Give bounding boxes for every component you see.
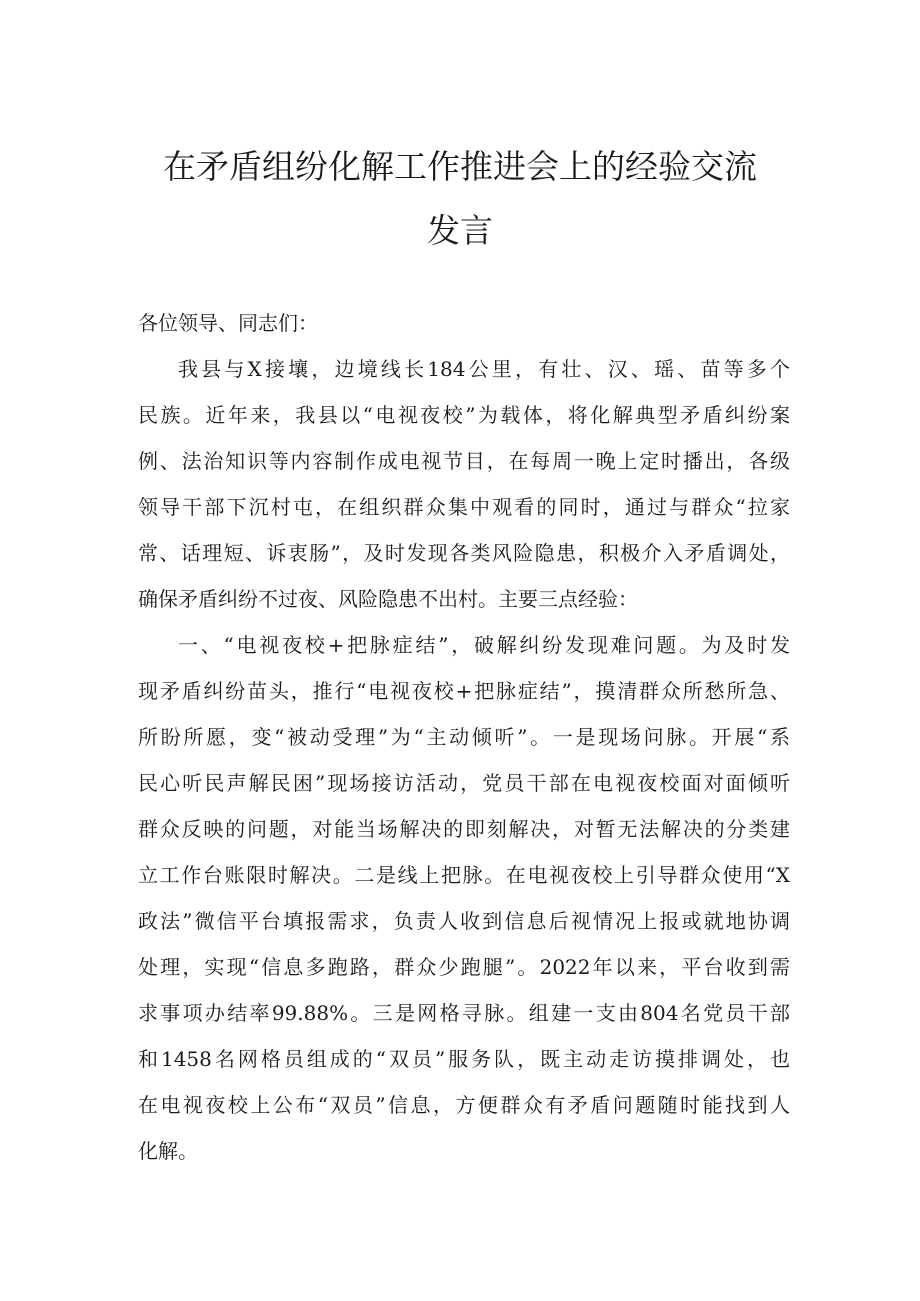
document-body — [138, 300, 790, 1174]
document-title-line-2: 发言 — [427, 211, 493, 250]
body-line: 常、话理短、诉衷肠”，及时发现各类风险隐患，积极介入矛盾调处， — [138, 541, 790, 565]
body-line: 一、“电视夜校+把脉症结”，破解纠纷发现难问题。为及时发 — [178, 633, 790, 657]
document-title-line-1: 在矛盾组纷化解工作推进会上的经验交流 — [163, 147, 757, 186]
body-line: 立工作台账限时解决。二是线上把脉。在电视夜校上引导群众使用“X — [138, 863, 790, 887]
body-line: 确保矛盾纠纷不过夜、风险隐患不出村。主要三点经验： — [138, 587, 638, 611]
body-line: 化解。 — [138, 1139, 198, 1163]
body-line: 民心听民声解民困”现场接访活动，党员干部在电视夜校面对面倾听 — [138, 771, 790, 795]
body-line: 在电视夜校上公布“双员”信息，方便群众有矛盾问题随时能找到人 — [138, 1093, 790, 1117]
body-line: 领导干部下沉村屯，在组织群众集中观看的同时，通过与群众“拉家 — [138, 495, 790, 519]
body-line: 求事项办结率99.88%。三是网格寻脉。组建一支由804名党员干部 — [138, 1001, 790, 1025]
body-line: 和1458名网格员组成的“双员”服务队，既主动走访摸排调处，也 — [138, 1047, 790, 1071]
body-line: 民族。近年来，我县以“电视夜校”为载体，将化解典型矛盾纠纷案 — [138, 403, 790, 427]
body-line: 例、法治知识等内容制作成电视节目，在每周一晚上定时播出，各级 — [138, 449, 790, 473]
body-line: 政法”微信平台填报需求，负责人收到信息后视情况上报或就地协调 — [138, 909, 790, 933]
body-line: 群众反映的问题，对能当场解决的即刻解决，对暂无法解决的分类建 — [138, 817, 790, 841]
body-line: 现矛盾纠纷苗头，推行“电视夜校+把脉症结”，摸清群众所愁所急、 — [138, 679, 790, 703]
salutation: 各位领导、同志们： — [138, 311, 318, 335]
body-line: 所盼所愿，变“被动受理”为“主动倾听”。一是现场问脉。开展“系 — [138, 725, 790, 749]
body-line: 我县与X接壤，边境线长184公里，有壮、汉、瑶、苗等多个 — [178, 357, 790, 381]
body-line: 处理，实现“信息多跑路，群众少跑腿”。2022年以来，平台收到需 — [138, 955, 790, 979]
